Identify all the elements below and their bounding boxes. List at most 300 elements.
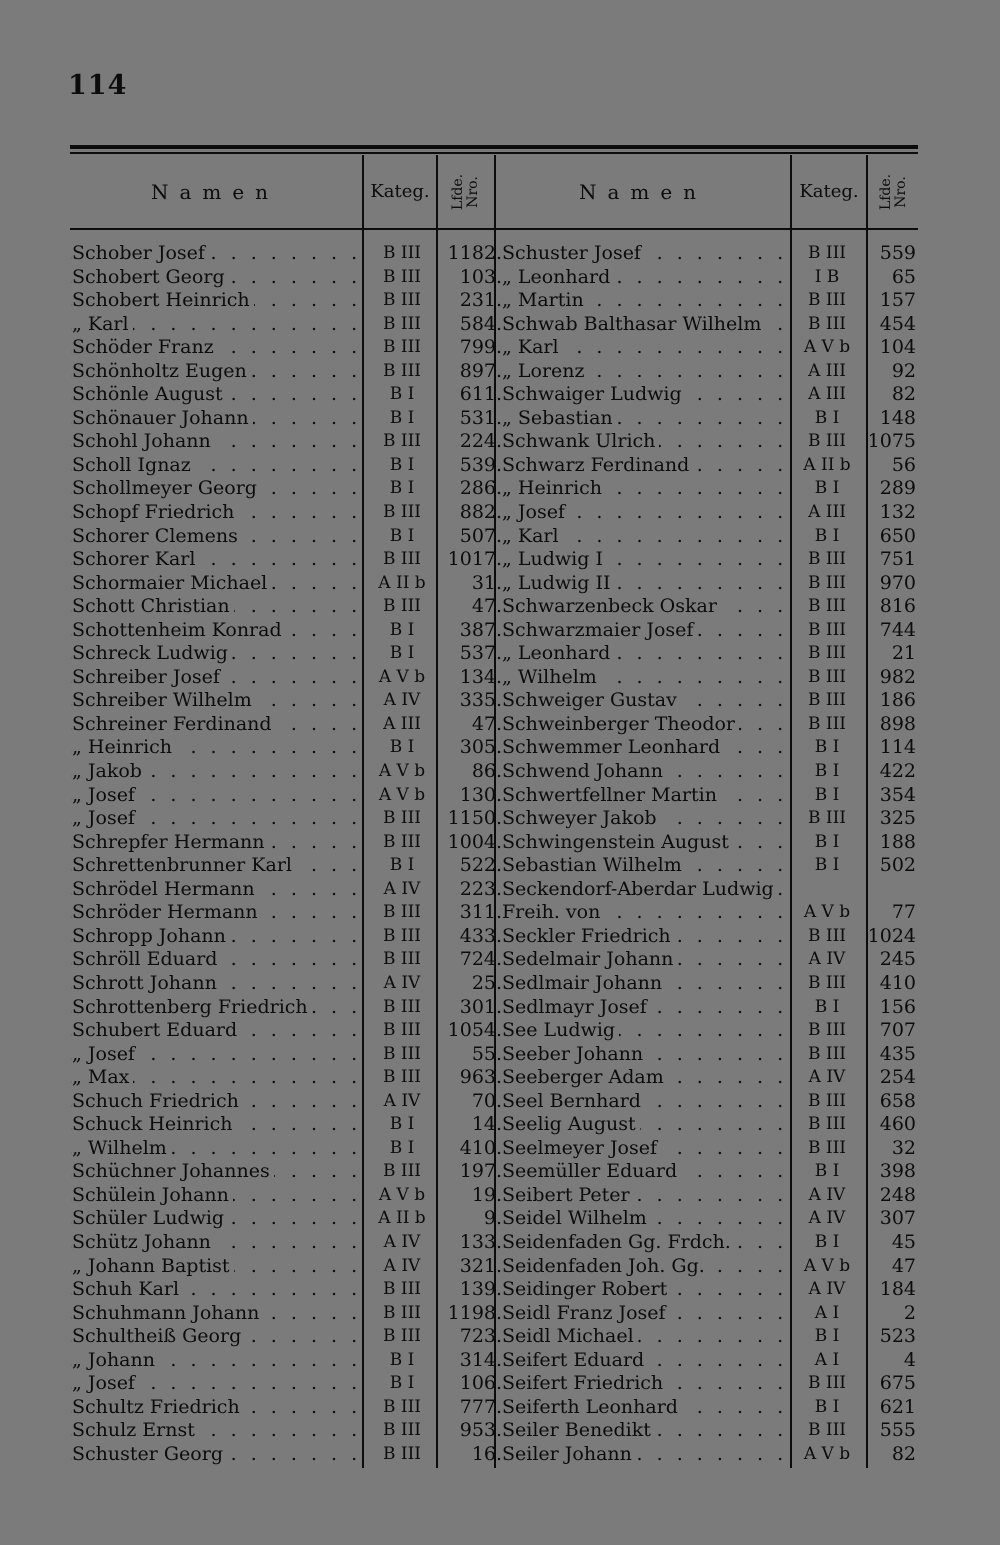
category-cell <box>789 878 865 902</box>
category-cell: B III <box>807 1373 847 1394</box>
name-cell <box>70 736 364 760</box>
category-cell: A V b <box>803 1255 851 1276</box>
name-cell <box>496 1043 789 1067</box>
number-cell: 539 <box>459 453 496 476</box>
table-row <box>70 807 500 831</box>
name-text: Schott Christian <box>72 595 234 617</box>
name-text: „ Johann <box>72 1349 159 1371</box>
name-text: „ Jakob <box>72 760 146 782</box>
table-row <box>496 525 920 549</box>
number-cell: 114 <box>879 736 916 759</box>
category-cell: A II b <box>378 572 426 593</box>
category-cell: B I <box>389 855 415 876</box>
number-cell: 4 <box>903 1348 916 1371</box>
category-cell: B III <box>807 1137 847 1158</box>
category-cell: B I <box>389 525 415 546</box>
name-cell <box>70 1396 364 1420</box>
name-cell <box>496 1396 789 1420</box>
name-text: Sebastian Wilhelm <box>502 854 686 876</box>
number-cell: 507 <box>459 524 496 547</box>
number-cell: 314 <box>459 1348 496 1371</box>
name-text: Seckendorf-Aberdar Ludwig <box>502 878 778 900</box>
name-cell <box>70 948 364 972</box>
number-cell: 14 <box>471 1113 496 1136</box>
name-cell <box>70 996 364 1020</box>
header-names-left: Namen <box>150 179 280 204</box>
name-text: Schweyer Jakob <box>502 807 661 829</box>
number-cell: 197 <box>459 1160 496 1183</box>
table-row <box>496 595 920 619</box>
table-row <box>70 1160 500 1184</box>
table-row <box>70 878 500 902</box>
name-text: Schorer Karl <box>72 548 199 570</box>
table-row <box>496 383 920 407</box>
number-cell: 77 <box>891 901 916 924</box>
category-cell: B I <box>814 1231 840 1252</box>
table-row <box>496 360 920 384</box>
name-cell <box>496 1302 789 1326</box>
table-row <box>70 713 500 737</box>
table-row <box>496 1066 920 1090</box>
name-cell <box>70 689 364 713</box>
category-cell: A V b <box>378 1184 426 1205</box>
category-cell: A IV <box>808 1279 846 1300</box>
number-cell: 953 <box>459 1419 496 1442</box>
name-text: Schrott Johann <box>72 972 221 994</box>
number-cell: 982 <box>879 665 916 688</box>
name-cell <box>70 666 364 690</box>
name-cell <box>496 548 789 572</box>
table-row <box>70 595 500 619</box>
table-row <box>70 831 500 855</box>
name-text: Schultz Friedrich <box>72 1396 244 1418</box>
category-cell: B I <box>814 407 840 428</box>
number-cell: 555 <box>879 1419 916 1442</box>
table-row <box>70 1255 500 1279</box>
name-cell <box>496 289 789 313</box>
table-row <box>70 477 500 501</box>
name-text: Schwarzenbeck Oskar <box>502 595 721 617</box>
number-cell: 522 <box>459 854 496 877</box>
category-cell: A IV <box>383 1231 421 1252</box>
table-row <box>70 619 500 643</box>
name-cell <box>70 336 364 360</box>
name-cell <box>70 760 364 784</box>
number-cell: 70 <box>471 1089 496 1112</box>
name-text: Schöder Franz <box>72 336 218 358</box>
name-text: Schober Josef <box>72 242 209 264</box>
number-cell: 650 <box>879 524 916 547</box>
category-cell: A V b <box>803 337 851 358</box>
name-text: Schuh Karl <box>72 1278 183 1300</box>
category-cell: A IV <box>383 690 421 711</box>
number-cell: 134 <box>459 665 496 688</box>
table-row <box>70 1113 500 1137</box>
name-text: Seiferth Leonhard <box>502 1396 682 1418</box>
number-cell: 1150 <box>447 807 496 830</box>
category-cell: B I <box>814 761 840 782</box>
name-cell <box>70 1066 364 1090</box>
table-row <box>496 1090 920 1114</box>
table-row <box>70 266 500 290</box>
category-cell: B I <box>814 525 840 546</box>
category-cell: A IV <box>383 1090 421 1111</box>
name-text: Schüchner Johannes <box>72 1160 274 1182</box>
category-cell: B III <box>807 1114 847 1135</box>
table-row <box>496 454 920 478</box>
table-row <box>496 1443 920 1467</box>
number-cell: 537 <box>459 642 496 665</box>
name-text: Schobert Georg <box>72 266 229 288</box>
category-cell: B III <box>807 808 847 829</box>
number-cell: 289 <box>879 477 916 500</box>
name-cell <box>70 477 364 501</box>
name-cell <box>496 831 789 855</box>
name-cell <box>496 760 789 784</box>
category-cell: B I <box>389 1349 415 1370</box>
table-row <box>496 1325 920 1349</box>
name-text: Schuhmann Johann <box>72 1302 263 1324</box>
number-cell: 584 <box>459 312 496 335</box>
category-cell: B III <box>807 666 847 687</box>
table-row <box>496 336 920 360</box>
name-text: Schultheiß Georg <box>72 1325 245 1347</box>
name-text: Schwarz Ferdinand <box>502 454 693 476</box>
category-cell: B III <box>807 1043 847 1064</box>
category-cell: B I <box>389 737 415 758</box>
table-row <box>70 1349 500 1373</box>
category-cell: B III <box>807 243 847 263</box>
number-cell: 305 <box>459 736 496 759</box>
table-row <box>496 1184 920 1208</box>
category-cell: B III <box>382 360 422 381</box>
number-cell: 32 <box>891 1136 916 1159</box>
name-text: Schwaiger Ludwig <box>502 383 686 405</box>
table-row <box>70 925 500 949</box>
category-cell: B III <box>382 313 422 334</box>
name-cell <box>496 1255 789 1279</box>
name-cell <box>70 454 364 478</box>
name-cell <box>496 501 789 525</box>
category-cell: B III <box>807 1090 847 1111</box>
name-cell <box>70 595 364 619</box>
name-cell <box>496 1278 789 1302</box>
name-cell <box>496 1325 789 1349</box>
category-cell: B III <box>807 1020 847 1041</box>
number-cell: 707 <box>879 1019 916 1042</box>
name-cell <box>496 1113 789 1137</box>
category-cell: B III <box>382 290 422 311</box>
table-row <box>496 266 920 290</box>
name-cell <box>70 407 364 431</box>
name-text: Schottenheim Konrad <box>72 619 286 641</box>
number-cell: 1182 <box>447 242 496 264</box>
number-cell: 188 <box>879 830 916 853</box>
name-text: Schormaier Michael <box>72 572 271 594</box>
category-cell: B I <box>814 1161 840 1182</box>
table-row <box>496 1113 920 1137</box>
number-cell: 55 <box>471 1042 496 1065</box>
name-text: Schwend Johann <box>502 760 667 782</box>
name-cell <box>496 266 789 290</box>
table-row <box>70 642 500 666</box>
category-cell: B III <box>807 690 847 711</box>
table-row <box>496 642 920 666</box>
name-text: Schreck Ludwig <box>72 642 232 664</box>
name-cell <box>496 878 789 902</box>
number-cell: 435 <box>879 1042 916 1065</box>
category-cell: B III <box>382 925 422 946</box>
table-row <box>70 1090 500 1114</box>
name-cell <box>496 242 789 266</box>
category-cell: I B <box>814 266 840 287</box>
name-cell <box>496 807 789 831</box>
number-cell: 307 <box>879 1207 916 1230</box>
name-cell <box>496 925 789 949</box>
number-cell: 410 <box>459 1136 496 1159</box>
table-row <box>70 336 500 360</box>
name-text: Schülein Johann <box>72 1184 233 1206</box>
number-cell: 103 <box>459 265 496 288</box>
table-row <box>496 313 920 337</box>
number-cell: 21 <box>891 642 916 665</box>
name-text: „ Wilhelm <box>502 666 601 688</box>
number-cell: 897 <box>459 359 496 382</box>
category-cell: B III <box>807 596 847 617</box>
name-text: Schwingenstein August <box>502 831 733 853</box>
category-cell: A IV <box>383 1255 421 1276</box>
number-cell: 1017 <box>447 548 496 571</box>
table-row <box>70 360 500 384</box>
table-row <box>496 501 920 525</box>
name-text: Seelig August <box>502 1113 640 1135</box>
name-cell <box>496 1207 789 1231</box>
category-cell: A III <box>808 502 846 523</box>
table-row <box>496 948 920 972</box>
table-row <box>70 1372 500 1396</box>
category-cell: B III <box>382 1302 422 1323</box>
number-cell: 19 <box>471 1183 496 1206</box>
number-cell: 321 <box>459 1254 496 1277</box>
name-text: Schorer Clemens <box>72 525 242 547</box>
table-row <box>496 736 920 760</box>
name-cell <box>70 1043 364 1067</box>
name-cell <box>70 383 364 407</box>
name-cell <box>70 1231 364 1255</box>
number-cell: 816 <box>879 595 916 618</box>
number-cell: 777 <box>459 1395 496 1418</box>
name-text: Schwertfellner Martin <box>502 784 721 806</box>
name-cell <box>496 713 789 737</box>
name-cell <box>496 572 789 596</box>
name-cell <box>70 548 364 572</box>
table-row <box>496 242 920 266</box>
category-cell: A I <box>814 1349 840 1370</box>
name-cell <box>70 901 364 925</box>
name-cell <box>496 595 789 619</box>
name-cell <box>70 430 364 454</box>
name-cell <box>496 1019 789 1043</box>
category-cell: B I <box>389 643 415 664</box>
table-row <box>70 736 500 760</box>
category-cell: A IV <box>383 878 421 899</box>
number-cell: 139 <box>459 1278 496 1301</box>
name-cell <box>496 1090 789 1114</box>
name-cell <box>496 1160 789 1184</box>
category-cell: B I <box>389 407 415 428</box>
name-text: „ Martin <box>502 289 588 311</box>
name-cell <box>70 784 364 808</box>
category-cell: B III <box>382 243 422 263</box>
table-row <box>496 572 920 596</box>
category-cell: B I <box>814 831 840 852</box>
name-cell <box>70 1255 364 1279</box>
name-text: „ Ludwig II <box>502 572 614 594</box>
number-cell: 963 <box>459 1066 496 1089</box>
table-row <box>496 784 920 808</box>
name-text: „ Heinrich <box>502 477 606 499</box>
number-cell: 82 <box>891 383 916 406</box>
name-cell <box>70 1207 364 1231</box>
name-text: Schropp Johann <box>72 925 230 947</box>
number-cell: 621 <box>879 1395 916 1418</box>
category-cell: B I <box>389 478 415 499</box>
number-cell: 724 <box>459 948 496 971</box>
name-text: Seiler Johann <box>502 1443 636 1465</box>
name-text: „ Max <box>72 1066 133 1088</box>
category-cell: A V b <box>378 784 426 805</box>
name-text: Sedlmair Johann <box>502 972 666 994</box>
name-text: Seibert Peter <box>502 1184 634 1206</box>
table-row <box>70 1325 500 1349</box>
category-cell: A IV <box>808 1067 846 1088</box>
name-text: Schrottenberg Friedrich <box>72 996 312 1018</box>
number-cell: 410 <box>879 971 916 994</box>
number-cell: 86 <box>471 760 496 783</box>
table-row <box>496 831 920 855</box>
number-cell: 559 <box>879 242 916 264</box>
table-row <box>70 689 500 713</box>
name-cell <box>496 336 789 360</box>
name-text: „ Leonhard <box>502 266 614 288</box>
name-text: Schönle August <box>72 383 227 405</box>
table-row <box>70 1396 500 1420</box>
number-cell: 2 <box>903 1301 916 1324</box>
name-cell <box>496 383 789 407</box>
name-text: „ Johann Baptist <box>72 1255 234 1277</box>
name-text: Schuck Heinrich <box>72 1113 237 1135</box>
name-text: Schwarzmaier Josef <box>502 619 697 641</box>
table-row <box>70 1231 500 1255</box>
name-cell <box>70 1302 364 1326</box>
category-cell: B III <box>807 643 847 664</box>
name-cell <box>70 266 364 290</box>
name-cell <box>496 1419 789 1443</box>
table-row <box>70 1302 500 1326</box>
name-cell <box>496 1137 789 1161</box>
number-cell: 92 <box>891 359 916 382</box>
table-row <box>70 901 500 925</box>
name-text: Schrödel Hermann <box>72 878 259 900</box>
number-cell: 184 <box>879 1278 916 1301</box>
name-cell <box>70 360 364 384</box>
name-cell <box>496 1231 789 1255</box>
name-text: Schulz Ernst <box>72 1419 199 1441</box>
category-cell: A V b <box>803 1443 851 1464</box>
name-text: Scholl Ignaz <box>72 454 195 476</box>
table-row <box>496 666 920 690</box>
name-cell <box>70 807 364 831</box>
name-text: Seelmeyer Josef <box>502 1137 661 1159</box>
category-cell: A II b <box>378 1208 426 1229</box>
name-cell <box>496 430 789 454</box>
table-row <box>70 972 500 996</box>
table-row <box>70 525 500 549</box>
name-text: See Ludwig <box>502 1019 619 1041</box>
number-cell: 245 <box>879 948 916 971</box>
name-cell <box>70 854 364 878</box>
category-cell: B III <box>807 290 847 311</box>
category-cell: A IV <box>808 1184 846 1205</box>
name-text: Schohl Johann <box>72 430 215 452</box>
category-cell: B I <box>389 454 415 475</box>
category-cell: B III <box>807 619 847 640</box>
number-cell: 301 <box>459 995 496 1018</box>
name-cell <box>70 1419 364 1443</box>
name-cell <box>70 972 364 996</box>
table-row <box>70 1043 500 1067</box>
left-column <box>70 242 500 1466</box>
table-row <box>496 901 920 925</box>
table-row <box>70 1019 500 1043</box>
category-cell: A III <box>808 384 846 405</box>
page-number: 114 <box>68 70 128 101</box>
name-text: Sedelmair Johann <box>502 948 677 970</box>
table-row <box>70 430 500 454</box>
name-cell <box>70 1160 364 1184</box>
table-row <box>70 407 500 431</box>
category-cell: B III <box>807 313 847 334</box>
category-cell: B III <box>382 808 422 829</box>
name-cell <box>70 878 364 902</box>
number-cell: 354 <box>879 783 916 806</box>
table-row <box>496 689 920 713</box>
number-cell: 502 <box>879 854 916 877</box>
name-text: „ Sebastian <box>502 407 617 429</box>
name-text: „ Ludwig I <box>502 548 607 570</box>
number-cell: 611 <box>459 383 496 406</box>
number-cell: 675 <box>879 1372 916 1395</box>
category-cell: A V b <box>378 761 426 782</box>
number-cell: 16 <box>471 1442 496 1465</box>
name-cell <box>496 1066 789 1090</box>
table-row <box>70 666 500 690</box>
table-row <box>70 1137 500 1161</box>
category-cell: B III <box>807 572 847 593</box>
name-text: „ Josef <box>72 807 139 829</box>
number-cell: 335 <box>459 689 496 712</box>
table-row <box>70 501 500 525</box>
name-text: Schuster Josef <box>502 242 645 264</box>
name-text: Seifert Eduard <box>502 1349 648 1371</box>
table-row <box>496 619 920 643</box>
category-cell: B I <box>389 1114 415 1135</box>
category-cell: B I <box>389 1137 415 1158</box>
header-lfd-right-cell <box>868 155 920 228</box>
number-cell: 387 <box>459 618 496 641</box>
name-cell <box>496 360 789 384</box>
name-text: Seidl Michael <box>502 1325 638 1347</box>
